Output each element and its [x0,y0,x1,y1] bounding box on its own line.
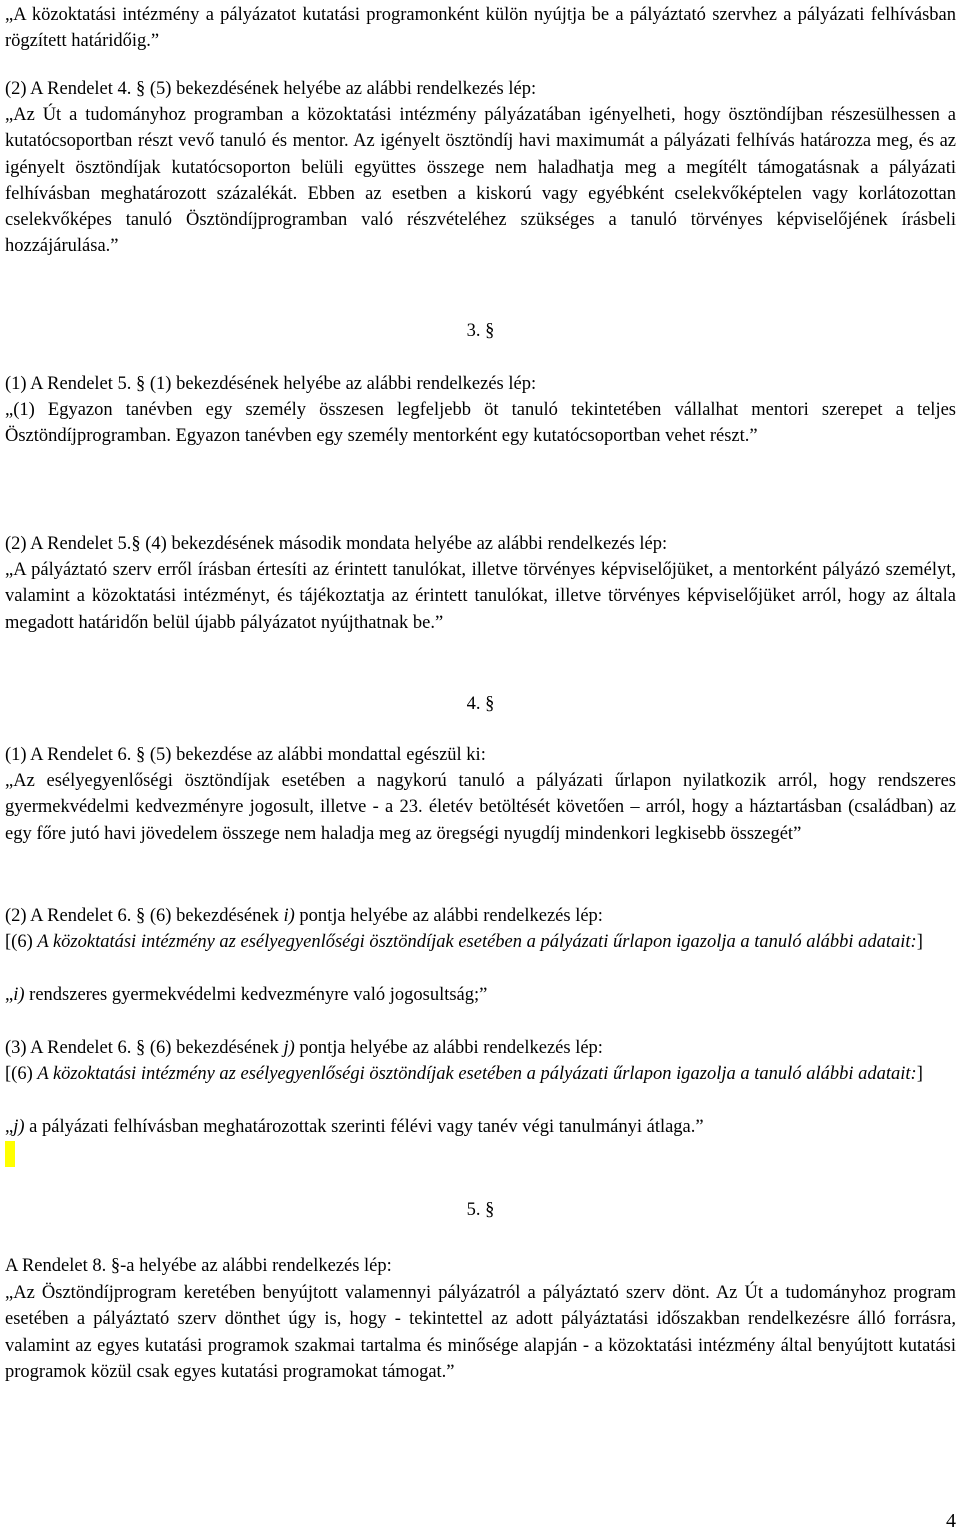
paragraph-4-3-context: [(6) A közoktatási intézmény az esélyegyenlőségi ösztöndíjak esetében a pályázati űrlapon igazolja a tanuló alábbi adatait:] [5,1064,923,1084]
document-page [5,0,956,1536]
section-heading-4: 4. § [466,694,495,714]
paragraph-4-2-context: [(6) A közoktatási intézmény az esélyegyenlőségi ösztöndíjak esetében a pályázati űrlapon igazolja a tanuló alábbi adatait:] [5,932,923,952]
paragraph-5-intro: A Rendelet 8. §-a helyébe az alábbi rendelkezés lép: [5,1256,392,1276]
page-number: 4 [946,1510,956,1532]
paragraph-amend-4-5-intro: (2) A Rendelet 4. § (5) bekezdésének helyébe az alábbi rendelkezés lép: [5,79,537,99]
paragraph-submission-deadline: „A közoktatási intézmény a pályázatot kutatási programonként külön nyújtja be a pályáztató szervhez a pályázati felhívásban rögzített határidőig.” [5,5,956,52]
section-heading-5: 5. § [466,1200,495,1220]
paragraph-amend-4-5-text: „Az Út a tudományhoz programban a közoktatási intézmény pályázatában igényelheti, hogy ösztöndíjban részesülhessen a kutatócsoportban részt vevő tanuló és mentor. Az igényelt ösztöndíj havi maximumát a pályázati felhívás határozza meg, és az igényelt ösztöndíjak kutatócsoporton belüli együttes összege nem haladhatja meg a megítélt támogatásnak a pályázati felhívásban meghatározott százalékát. Ebben az esetben a kiskorú vagy egyébként cselekvőképtelen vagy korlátozottan cselekvőképes tanuló Ösztöndíjprogramban való részvételéhez szükséges a tanuló törvényes képviselőjének írásbeli hozzájárulása.” [5,105,956,257]
highlight-mark [5,1141,15,1167]
paragraph-4-3-intro: (3) A Rendelet 6. § (6) bekezdésének j) pontja helyébe az alábbi rendelkezés lép: [5,1038,603,1058]
paragraph-4-1-text: „Az esélyegyenlőségi ösztöndíjak esetében a nagykorú tanuló a pályázati űrlapon nyilatkozik arról, hogy rendszeres gyermekvédelmi kedvezményre jogosult, illetve - a 23. életév betöltését követően – arról, hogy a háztartásban (családban) az egy főre jutó havi jövedelem összege nem haladja meg az öregségi nyugdíj mindenkori legkisebb összegét” [5,771,956,844]
paragraph-4-3-text: „j) a pályázati felhívásban meghatározottak szerinti félévi vagy tanév végi tanulmányi átlaga.” [5,1117,704,1137]
paragraph-4-1-intro: (1) A Rendelet 6. § (5) bekezdése az alábbi mondattal egészül ki: [5,745,486,765]
paragraph-4-2-intro: (2) A Rendelet 6. § (6) bekezdésének i) pontja helyébe az alábbi rendelkezés lép: [5,906,603,926]
paragraph-3-2-text: „A pályáztató szerv erről írásban értesíti az érintett tanulókat, illetve törvényes képviselőjüket, a mentorként pályázó személyt, valamint a közoktatási intézményt, és tájékoztatja az érintett tanulókat, illetve törvényes képviselőjüket arról, hogy az általa megadott határidőn belül újabb pályázatot nyújthatnak be.” [5,560,956,633]
section-heading-3: 3. § [466,321,495,341]
paragraph-5-text: „Az Ösztöndíjprogram keretében benyújtott valamennyi pályázatról a pályáztató szerv dönt. Az Út a tudományhoz program esetében a pályáztató szerv dönthet úgy is, hogy - tekintettel az adott pályáztatási időszakban rendelkezésre álló forrásra, valamint az egyes kutatási programok szakmai tartalma és minősége alapján - a közoktatási intézmény által benyújtott kutatási programok közül csak egyes kutatási programokat támogat.” [5,1283,956,1382]
paragraph-3-1-text: „(1) Egyazon tanévben egy személy összesen legfeljebb öt tanuló tekintetében vállalhat mentori szerepet a teljes Ösztöndíjprogramban. Egyazon tanévben egy személy mentorként egy kutatócsoportban vehet részt.” [5,400,956,447]
paragraph-4-2-text: „i) rendszeres gyermekvédelmi kedvezményre való jogosultság;” [5,985,488,1005]
paragraph-3-1-intro: (1) A Rendelet 5. § (1) bekezdésének helyébe az alábbi rendelkezés lép: [5,374,537,394]
paragraph-3-2-intro: (2) A Rendelet 5.§ (4) bekezdésének második mondata helyébe az alábbi rendelkezés lép: [5,534,668,554]
